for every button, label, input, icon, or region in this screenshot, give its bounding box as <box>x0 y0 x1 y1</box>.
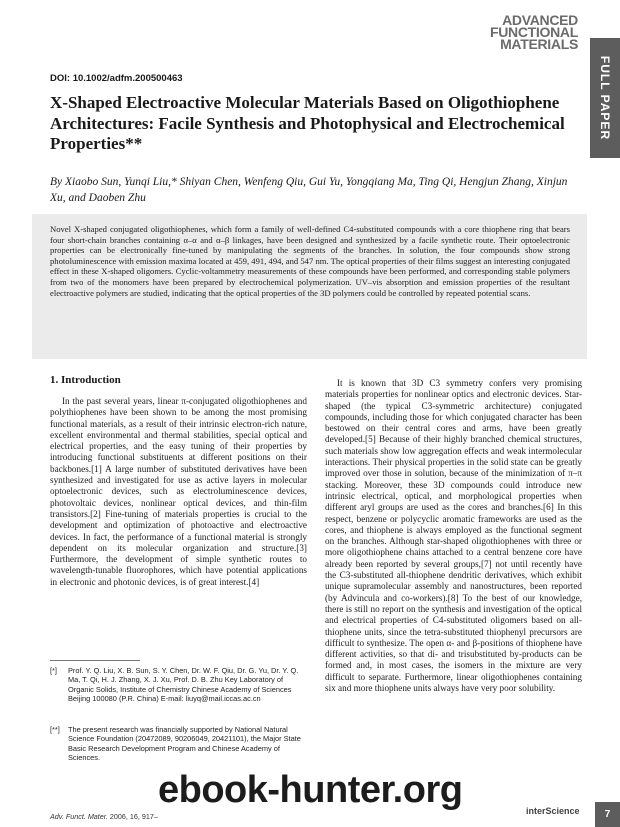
journal-logo-line1: ADVANCED <box>502 12 578 28</box>
footnote-funding-text: The present research was financially supported by National Natural Science Foundation (20472089, 90206049, 20421101), the Major State Basic Research Development Program and Chinese Academy of Sciences. <box>68 725 301 762</box>
footnote-funding <box>50 725 307 762</box>
article-title: X-Shaped Electroactive Molecular Materials Based on Oligothiophene Architectures: Facile Synthesis and Photophysical and Electrochemical Properties** <box>50 93 565 153</box>
intro-paragraph-1: In the past several years, linear π-conjugated oligothiophenes and polythiophenes have been shown to be among the most promising functional materials, as a result of their intrinsic electron-rich nature, excellent environmental and thermal stabilities, special optical and electrical properties, and the easy tuning of their properties by introducing functional substituents at different positions on their backbones.[1] A large number of substituted derivatives have been synthesized and investigated for use as active layers in molecular optoelectronic devices, such as electroluminescence devices, photovoltaic devices, nonlinear optical devices, and thin-film transistors.[2] Fine-tuning of materials properties is crucial to the development and optimization of photoactive and electroactive devices. In fact, the performance of a functional material is strongly dependent on its molecular organization and structure.[3] Furthermore, the development of simple synthetic routes to wavelength-tunable fluorophores, which have potential applications in electronic and photonic devices, is of great interest.[4] <box>50 396 307 587</box>
author-list <box>50 174 570 206</box>
footer-citation <box>50 812 158 821</box>
journal-logo <box>460 14 578 50</box>
footnote-affiliation-mark: [*] <box>50 666 57 675</box>
publisher-logo: interScience <box>526 806 580 816</box>
page-number: 7 <box>595 802 620 827</box>
journal-logo-line3: MATERIALS <box>500 36 578 52</box>
intro-right-column <box>325 378 582 694</box>
footnote-funding-mark: [**] <box>50 725 60 734</box>
footnote-affiliation <box>50 666 307 703</box>
footer-journal-name: Adv. Funct. Mater. <box>50 812 108 821</box>
footer-citation-details: 2006, 16, 917– <box>109 812 158 821</box>
journal-logo-line2: FUNCTIONAL <box>490 24 578 40</box>
watermark-text: ebook-hunter.org <box>158 769 463 811</box>
full-paper-label: FULL PAPER <box>598 55 612 141</box>
doi[interactable]: DOI: 10.1002/adfm.200500463 <box>50 73 183 84</box>
full-paper-tab <box>590 38 620 158</box>
intro-paragraph-2: It is known that 3D C3 symmetry confers very promising materials properties for nonlinear optics and electronic devices. Star-shaped (the typical C3-symmetric architecture) conjugated compounds, including those for which conjugated character has been bestowed on their central cores and arms, have been greatly developed.[5] Because of their highly branched chemical structures, such materials show low aggregation effects and weak intermolecular interactions. Their physical properties in the solid state can be greatly improved over those in solution, because of the minimization of π–π stacking. Moreover, these 3D compounds could introduce new intrinsic electrical, optical, and morphological properties when different aryl groups are used as the cores and branches.[6] In this respect, benzene or polycyclic aromatic frameworks are used as the cores, and thiophene is always employed as the functional segment on the branches. Although star-shaped oligothiophenes with three or more oligothiophene chains attached to a central benzene core have already been reported by several groups,[7] not until recently have the C3-substituted all-thiophene dendritic derivatives, which exhibit unique supramolecular assembly and nanostructures, been reported (by Advincula and co-workers).[8] To the best of our knowledge, there is still no report on the synthesis and investigation of the optical and electrical properties of C4-substituted oligomers based on all-thiophene units, since the tetra-substituted thiophenyl precursors are difficult to synthesize. The open α- and β-positions of thiophene have different activities, so that di- and trisubstituted by-products can be formed and, in most cases, the isomers in the mixture are very difficult to separate. Furthermore, linear oligothiophenes containing six and more thiophene units always have very poor solubility. <box>325 378 582 694</box>
footnote-divider <box>50 660 140 661</box>
footnote-affiliation-text: Prof. Y. Q. Liu, X. B. Sun, S. Y. Chen, Dr. W. F. Qiu, Dr. G. Yu, Dr. Y. Q. Ma, T. Qi, H. J. Zhang, X. J. Xu, Prof. D. B. Zhu Key Laboratory of Organic Solids, Institute of Chemistry Chinese Academy of Sciences Beijing 100080 (P.R. China) E-mail: liuyq@mail.iccas.ac.cn <box>68 666 299 703</box>
section-heading-introduction: 1. Introduction <box>50 374 121 386</box>
abstract-text: Novel X-shaped conjugated oligothiophenes, which form a family of well-defined C4-substituted compounds with a core thiophene ring that bears four short-chain branches containing α–α and α–β linkages, have been designed and synthesized by a facile synthetic route. Their optoelectronic properties can be electronically fine-tuned by manipulating the segments of the branches. In solution, the four compounds show strong photoluminescence with emission maxima located at 459, 491, 494, and 547 nm. The optical properties of their films suggest an interesting conjugated effect in these X-shaped oligomers. Cyclic-voltammetry measurements of these compounds have been performed, and corresponding stable polymers from two of the monomers have been prepared by electrochemical polymerization. UV–vis absorption and emission properties of the resultant electroactive polymers are studied, indicating that the optical properties of the 3D polymers could be controlled by repeated potential scans. <box>50 224 570 298</box>
intro-left-column <box>50 396 307 588</box>
author-names: By Xiaobo Sun, Yunqi Liu,* Shiyan Chen, Wenfeng Qiu, Gui Yu, Yongqiang Ma, Ting Qi, Hengjun Zhang, Xinjun Xu, and Daoben Zhu <box>50 176 568 204</box>
